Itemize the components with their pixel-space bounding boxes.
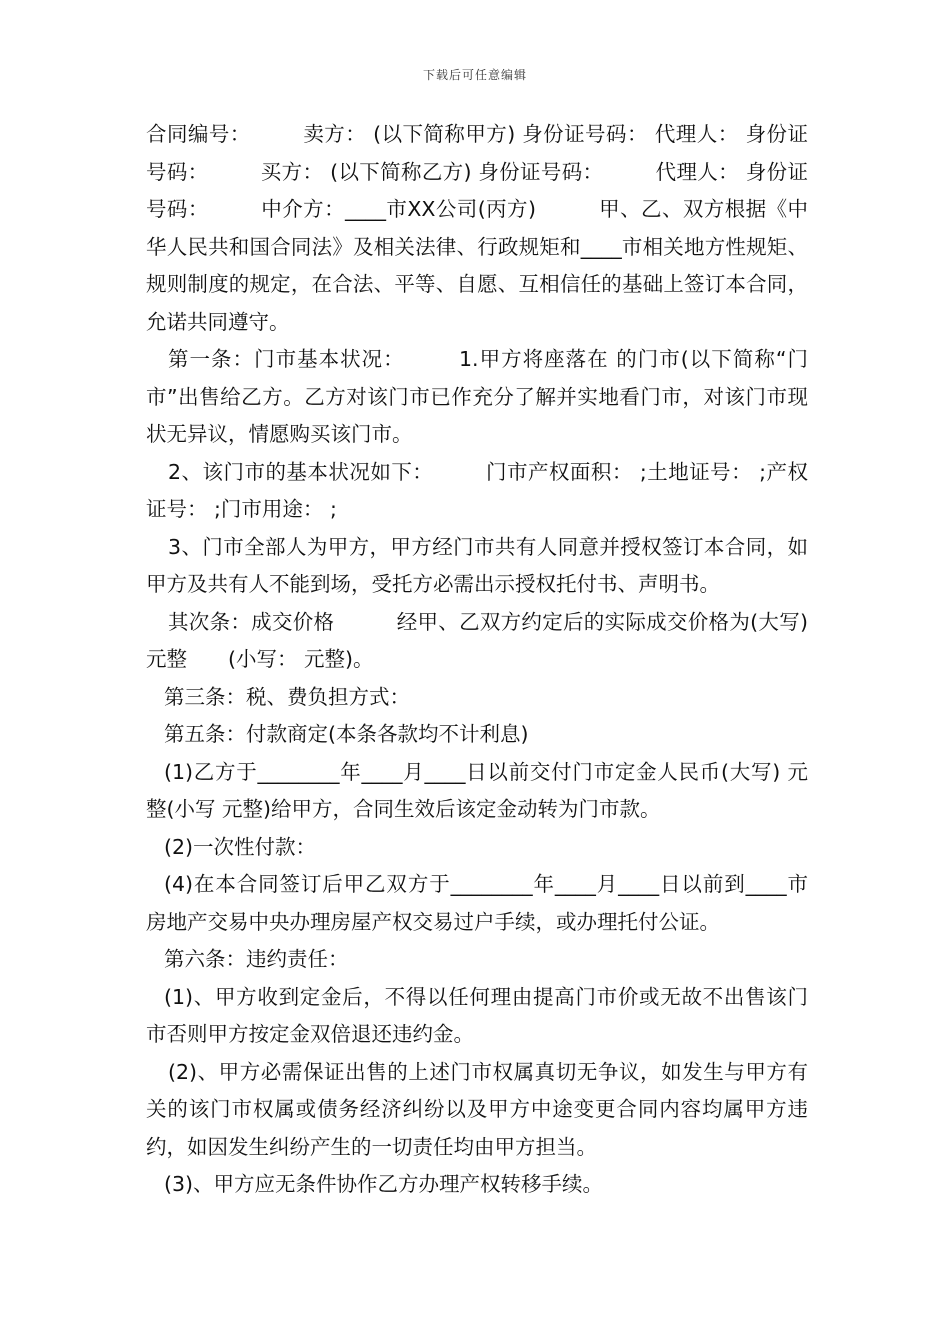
paragraph-article-5-item-4: (4)在本合同签订后甲乙双方于________年____月____日以前到____市房地产交易中央办理房屋产权交易过户手续，或办理托付公证。 — [146, 872, 808, 934]
paragraph-article-5-item-2: (2)一次性付款： — [164, 834, 317, 859]
page-header: 下载后可任意编辑 — [422, 68, 527, 82]
contract-body — [146, 116, 808, 1204]
paragraph-parties: 合同编号： 卖方： (以下简称甲方) 身份证号码： 代理人： 身份证号码： 买方： (以下简称乙方) 身份证号码： 代理人： 身份证号码： 中介方：____市XX公司(丙方) 甲、乙、双方根据《中华人民共和国合同法》及相关法律、行政规矩和____市相关地方性规矩、规则制度的规定，在合法、平等、自愿、互相信任的基础上签订本合同，允诺共同遵守。 — [146, 122, 808, 334]
paragraph-article-2: 其次条：成交价格 经甲、乙双方约定后的实际成交价格为(大写) 元整 (小写： 元整)。 — [146, 609, 808, 671]
paragraph-article-6-item-3: (3)、甲方应无条件协作乙方办理产权转移手续。 — [164, 1172, 604, 1196]
paragraph-article-3: 第三条：税、费负担方式： — [164, 684, 410, 709]
paragraph-article-1-item-2: 2、该门市的基本状况如下： 门市产权面积： ;土地证号： ;产权证号： ;门市用途： ; — [146, 459, 808, 521]
paragraph-article-6-item-1: (1)、甲方收到定金后，不得以任何理由提高门市价或无故不出售该门市否则甲方按定金双倍退还违约金。 — [146, 984, 808, 1046]
paragraph-article-6: 第六条：违约责任： — [164, 947, 349, 971]
paragraph-article-1-item-3: 3、门市全部人为甲方，甲方经门市共有人同意并授权签订本合同，如甲方及共有人不能到场，受托方必需出示授权托付书、声明书。 — [146, 534, 808, 596]
paragraph-article-5-item-1: (1)乙方于________年____月____日以前交付门市定金人民币(大写) 元整(小写 元整)给甲方，合同生效后该定金动转为门市款。 — [146, 759, 808, 821]
paragraph-article-1: 第一条：门市基本状况： 1.甲方将座落在 的门市(以下简称“门市”出售给乙方。乙方对该门市已作充分了解并实地看门市，对该门市现状无异议，情愿购买该门市。 — [146, 347, 808, 446]
paragraph-article-6-item-2: (2)、甲方必需保证出售的上述门市权属真切无争议，如发生与甲方有关的该门市权属或债务经济纠纷以及甲方中途变更合同内容均属甲方违约，如因发生纠纷产生的一切责任均由甲方担当。 — [146, 1059, 808, 1159]
paragraph-article-5: 第五条：付款商定(本条各款均不计利息) — [164, 722, 529, 746]
